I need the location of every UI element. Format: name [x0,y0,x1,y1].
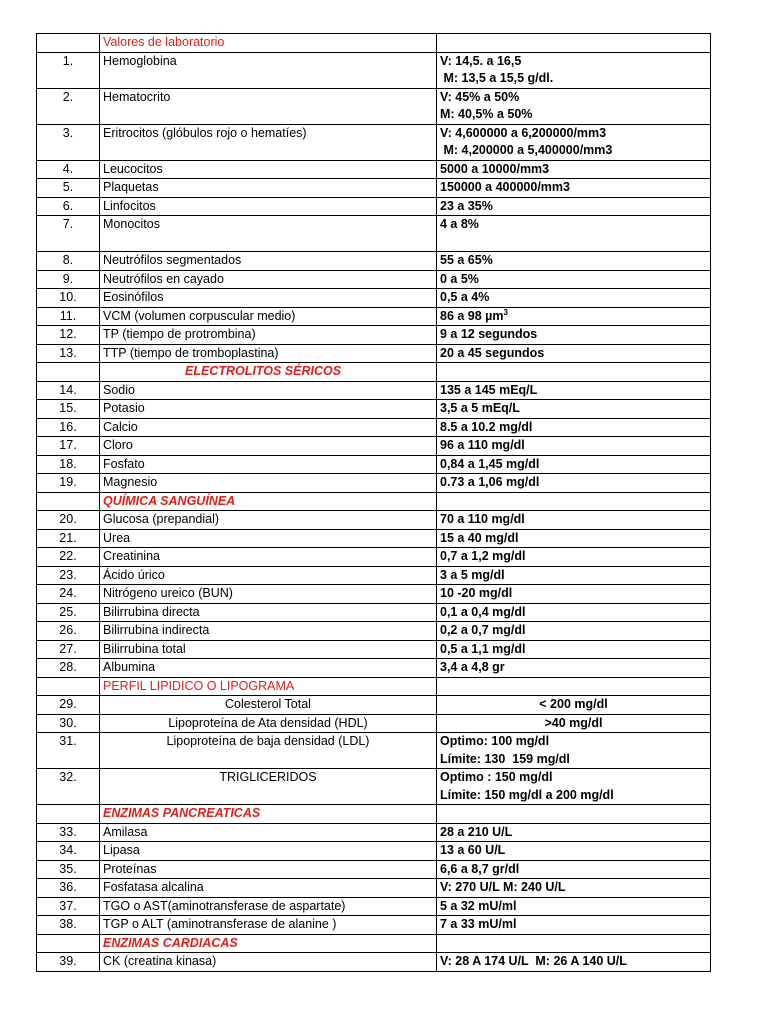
value-text: V: 28 A 174 U/L M: 26 A 140 U/L [440,954,627,968]
value-text: 20 a 45 segundos [440,345,545,360]
reference-value [437,823,711,842]
table-row [37,733,711,769]
value-line [440,548,707,566]
test-name: VCM (volumen corpuscular medio) [100,307,437,326]
table-row [37,842,711,861]
row-number: 29. [37,696,100,715]
value-line [440,345,707,363]
value-text: V: 45% a 50% [440,89,520,104]
value-text: 5000 a 10000/mm3 [440,161,550,176]
table-title-row [37,34,711,53]
row-number: 7. [37,216,100,252]
test-name: Plaquetas [100,179,437,198]
row-number: 4. [37,160,100,179]
test-name: TTP (tiempo de tromboplastina) [100,344,437,363]
row-number: 14. [37,381,100,400]
value-line [440,308,707,326]
reference-value [437,879,711,898]
test-name: Neutrófilos en cayado [100,270,437,289]
value-line [440,89,707,107]
value-text: 23 a 35% [440,198,493,213]
lab-values-table [36,33,711,972]
value-text: 0,5 a 1,1 mg/dl [440,641,526,656]
value-line [440,511,707,529]
test-name: Hematocrito [100,88,437,124]
value-text: 135 a 145 mEq/L [440,382,538,397]
row-number: 6. [37,197,100,216]
value-text: V: 14,5. a 16,5 [440,53,522,68]
test-name: Neutrófilos segmentados [100,252,437,271]
value-text: 0 a 5% [440,271,479,286]
value-line [440,216,707,234]
row-number: 38. [37,916,100,935]
test-name: Ácido úrico [100,566,437,585]
reference-value [437,566,711,585]
value-text: < 200 mg/dl [539,697,608,711]
section-title: ELECTROLITOS SÉRICOS [100,363,437,382]
reference-value [437,418,711,437]
reference-value [437,897,711,916]
value-text: 3,4 a 4,8 gr [440,660,505,674]
reference-value [437,585,711,604]
value-text: V: 270 U/L M: 240 U/L [440,880,566,894]
value-text: 3 a 5 mg/dl [440,567,505,582]
reference-value [437,529,711,548]
value-text: 70 a 110 mg/dl [440,512,525,526]
row-number: 18. [37,455,100,474]
reference-value [437,733,711,769]
row-number: 8. [37,252,100,271]
test-name: Albumina [100,659,437,678]
value-line [440,715,707,733]
row-number: 31. [37,733,100,769]
value-line [440,382,707,400]
table-row [37,566,711,585]
value-text: 86 a 98 µm [440,308,504,323]
table-row [37,585,711,604]
table-row [37,307,711,326]
row-number: 24. [37,585,100,604]
reference-value [437,511,711,530]
table-row [37,603,711,622]
section-title: PERFIL LIPIDICO O LIPOGRAMA [100,677,437,696]
test-name: Nitrógeno ureico (BUN) [100,585,437,604]
reference-value [437,603,711,622]
test-name: Creatinina [100,548,437,567]
reference-value [437,160,711,179]
test-name: Cloro [100,437,437,456]
value-line [440,641,707,659]
table-row [37,548,711,567]
table-row [37,216,711,252]
value-line [440,456,707,474]
test-name: TGO o AST(aminotransferase de aspartate) [100,897,437,916]
value-line [440,53,707,71]
reference-value [437,88,711,124]
value-line [440,861,707,879]
reference-value [437,344,711,363]
value-line [440,289,707,307]
row-number: 27. [37,640,100,659]
row-number: 19. [37,474,100,493]
table-row [37,344,711,363]
row-number: 12. [37,326,100,345]
test-name: Hemoglobina [100,52,437,88]
table-row [37,326,711,345]
section-header-row [37,934,711,953]
value-line [440,733,707,751]
value-text: 9 a 12 segundos [440,327,538,341]
test-name: Eritrocitos (glóbulos rojo o hematíes) [100,124,437,160]
table-title: Valores de laboratorio [100,34,437,53]
test-name: Urea [100,529,437,548]
table-row [37,252,711,271]
test-name: Fosfato [100,455,437,474]
table-row [37,622,711,641]
test-name: Potasio [100,400,437,419]
value-superscript: 3 [503,307,508,317]
value-text: 6,6 a 8,7 gr/dl [440,861,520,876]
reference-value [437,289,711,308]
reference-value [437,52,711,88]
table-row [37,381,711,400]
test-name: Fosfatasa alcalina [100,879,437,898]
value-text: 3,5 a 5 mEq/L [440,401,520,415]
section-title: ENZIMAS PANCREATICAS [100,805,437,824]
table-row [37,124,711,160]
reference-value [437,714,711,733]
section-header-row [37,805,711,824]
table-row [37,529,711,548]
value-line [440,604,707,622]
row-number: 13. [37,344,100,363]
value-line [440,769,707,787]
table-row [37,953,711,972]
test-name: Colesterol Total [100,696,437,715]
value-line-2: Límite: 150 mg/dl a 200 mg/dl [440,787,614,802]
value-line [440,161,707,179]
table-row [37,437,711,456]
value-line [440,419,707,437]
value-line [440,659,707,677]
value-line-2: M: 13,5 a 15,5 g/dl. [440,71,554,85]
value-line [440,198,707,216]
test-name: TP (tiempo de protrombina) [100,326,437,345]
row-number: 37. [37,897,100,916]
row-number: 11. [37,307,100,326]
test-name: Glucosa (prepandial) [100,511,437,530]
value-text: 5 a 32 mU/ml [440,898,517,913]
reference-value [437,455,711,474]
reference-value [437,659,711,678]
section-header-row [37,492,711,511]
reference-value [437,216,711,252]
row-number: 34. [37,842,100,861]
value-line [440,879,707,897]
value-line [440,953,707,971]
value-text: 28 a 210 U/L [440,824,513,839]
test-name: Eosinófilos [100,289,437,308]
test-name: Lipoproteína de Ata densidad (HDL) [100,714,437,733]
table-row [37,860,711,879]
reference-value [437,696,711,715]
value-text: V: 4,600000 a 6,200000/mm3 [440,125,607,140]
test-name: Amilasa [100,823,437,842]
reference-value [437,179,711,198]
reference-value [437,197,711,216]
reference-value [437,548,711,567]
section-header-row [37,363,711,382]
value-text: 0.73 a 1,06 mg/dl [440,475,540,489]
row-number: 36. [37,879,100,898]
table-row [37,879,711,898]
section-title: ENZIMAS CARDIACAS [100,934,437,953]
row-number: 39. [37,953,100,972]
table-row [37,897,711,916]
row-number: 30. [37,714,100,733]
reference-value [437,381,711,400]
value-line [440,696,707,714]
table-row [37,88,711,124]
row-number: 22. [37,548,100,567]
value-line [440,326,707,344]
value-text: 55 a 65% [440,253,493,267]
row-number: 9. [37,270,100,289]
table-row [37,916,711,935]
test-name: Bilirrubina total [100,640,437,659]
table-row [37,659,711,678]
value-text: 4 a 8% [440,217,479,231]
test-name: Calcio [100,418,437,437]
value-line [440,400,707,418]
row-number: 28. [37,659,100,678]
value-text: 150000 a 400000/mm3 [440,180,570,194]
reference-value [437,842,711,861]
test-name: Proteínas [100,860,437,879]
row-number: 32. [37,769,100,805]
value-line [440,567,707,585]
test-name: CK (creatina kinasa) [100,953,437,972]
table-row [37,160,711,179]
value-line [440,125,707,143]
value-line-2: M: 40,5% a 50% [440,107,533,121]
reference-value [437,640,711,659]
table-row [37,474,711,493]
reference-value [437,622,711,641]
value-line [440,842,707,860]
value-line [440,916,707,934]
reference-value [437,953,711,972]
row-number: 10. [37,289,100,308]
table-row [37,52,711,88]
test-name: Lipasa [100,842,437,861]
reference-value [437,307,711,326]
value-text: 7 a 33 mU/ml [440,917,517,931]
reference-value [437,124,711,160]
reference-value [437,270,711,289]
reference-value [437,769,711,805]
test-name: Bilirrubina directa [100,603,437,622]
row-number: 3. [37,124,100,160]
value-line [440,179,707,197]
value-text: 0,2 a 0,7 mg/dl [440,623,526,637]
reference-value [437,860,711,879]
test-name: Sodio [100,381,437,400]
row-number: 33. [37,823,100,842]
value-text: 15 a 40 mg/dl [440,530,519,545]
reference-value [437,326,711,345]
table-row [37,400,711,419]
value-line [440,530,707,548]
row-number: 17. [37,437,100,456]
value-line [440,585,707,603]
row-number: 25. [37,603,100,622]
table-row [37,455,711,474]
value-line [440,824,707,842]
value-text: 10 -20 mg/dl [440,586,513,600]
value-text: 0,5 a 4% [440,290,490,304]
row-number: 2. [37,88,100,124]
reference-value [437,252,711,271]
section-title: QUÍMICA SANGUÍNEA [100,492,437,511]
value-line [440,474,707,492]
reference-value [437,400,711,419]
value-text: Optimo: 100 mg/dl [440,734,550,748]
test-name: Linfocitos [100,197,437,216]
row-number: 26. [37,622,100,641]
row-number: 35. [37,860,100,879]
table-row [37,179,711,198]
reference-value [437,916,711,935]
test-name: Magnesio [100,474,437,493]
table-row [37,823,711,842]
table-row [37,769,711,805]
table-row [37,640,711,659]
row-number: 21. [37,529,100,548]
row-number: 16. [37,418,100,437]
value-text: >40 mg/dl [544,715,603,730]
section-header-row [37,677,711,696]
table-row [37,270,711,289]
row-number: 1. [37,52,100,88]
table-row [37,714,711,733]
test-name: Bilirrubina indirecta [100,622,437,641]
value-text: 13 a 60 U/L [440,843,506,857]
table-row [37,696,711,715]
value-text: 0,7 a 1,2 mg/dl [440,549,526,563]
value-text: 0,84 a 1,45 mg/dl [440,456,540,471]
test-name: TGP o ALT (aminotransferase de alanine ) [100,916,437,935]
row-number: 23. [37,566,100,585]
table-row [37,197,711,216]
value-line [440,622,707,640]
value-line [440,898,707,916]
test-name: Lipoproteína de baja densidad (LDL) [100,733,437,769]
row-number: 15. [37,400,100,419]
reference-value [437,474,711,493]
value-line [440,252,707,270]
value-line-2: Límite: 130 159 mg/dl [440,751,570,766]
test-name: Monocitos [100,216,437,252]
value-text: 8.5 a 10.2 mg/dl [440,419,533,434]
value-line [440,437,707,455]
value-text: 96 a 110 mg/dl [440,438,525,452]
test-name: Leucocitos [100,160,437,179]
row-number: 20. [37,511,100,530]
test-name: TRIGLICERIDOS [100,769,437,805]
value-text: 0,1 a 0,4 mg/dl [440,604,526,619]
table-row [37,511,711,530]
table-row [37,418,711,437]
reference-value [437,437,711,456]
value-line [440,271,707,289]
value-line-2: M: 4,200000 a 5,400000/mm3 [440,143,613,157]
value-text: Optimo : 150 mg/dl [440,770,553,784]
row-number: 5. [37,179,100,198]
table-row [37,289,711,308]
